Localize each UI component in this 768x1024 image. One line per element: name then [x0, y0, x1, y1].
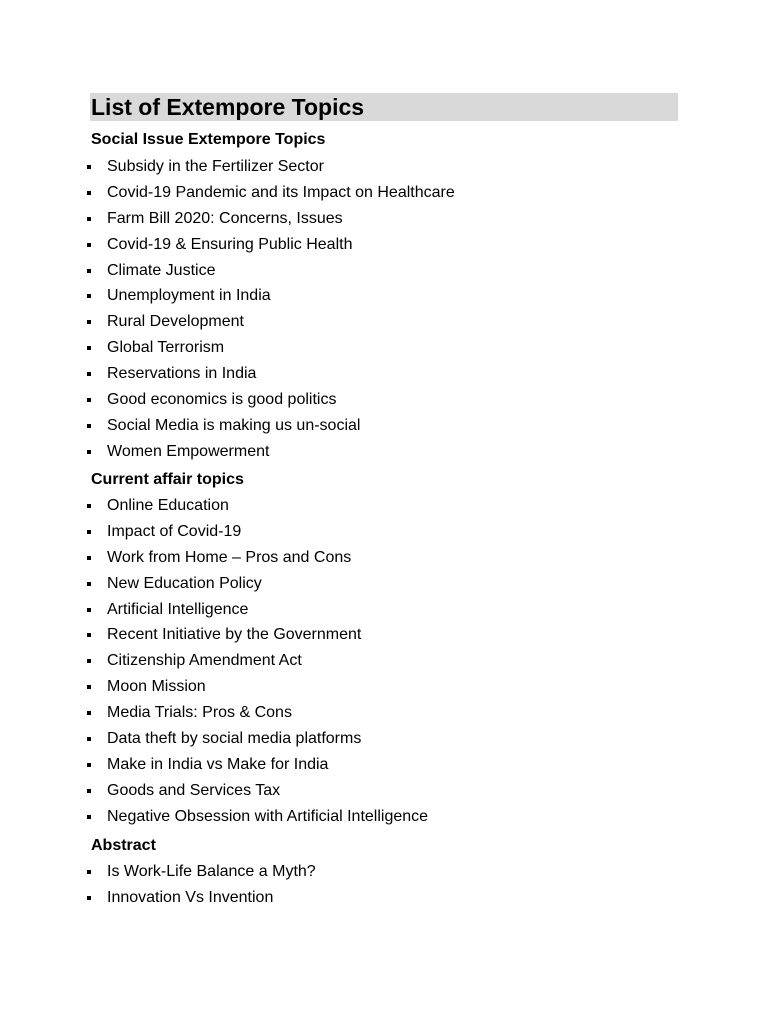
topic-text: Women Empowerment: [107, 442, 270, 460]
topic-text: Citizenship Amendment Act: [107, 652, 302, 670]
topic-text: Farm Bill 2020: Concerns, Issues: [107, 209, 343, 227]
square-bullet-icon: [87, 530, 91, 534]
topic-text: Recent Initiative by the Government: [107, 626, 362, 644]
topic-text: Media Trials: Pros & Cons: [107, 704, 292, 722]
square-bullet-icon: [87, 294, 91, 298]
topic-text: Reservations in India: [107, 365, 257, 383]
topic-text: Make in India vs Make for India: [107, 755, 329, 773]
topic-text: Covid-19 Pandemic and its Impact on Healthcare: [107, 183, 455, 201]
square-bullet-icon: [87, 711, 91, 715]
document-title: List of Extempore Topics: [90, 93, 678, 121]
topic-text: Impact of Covid-19: [107, 522, 242, 540]
square-bullet-icon: [87, 504, 91, 508]
square-bullet-icon: [87, 346, 91, 350]
topic-text: Artificial Intelligence: [107, 600, 249, 618]
square-bullet-icon: [87, 243, 91, 247]
square-bullet-icon: [87, 398, 91, 402]
square-bullet-icon: [87, 737, 91, 741]
topic-text: Work from Home – Pros and Cons: [107, 548, 352, 566]
square-bullet-icon: [87, 450, 91, 454]
square-bullet-icon: [87, 165, 91, 169]
square-bullet-icon: [87, 763, 91, 767]
square-bullet-icon: [87, 789, 91, 793]
topic-text: Rural Development: [107, 313, 244, 331]
topic-text: Subsidy in the Fertilizer Sector: [107, 158, 324, 175]
square-bullet-icon: [87, 320, 91, 324]
topic-text: Online Education: [107, 497, 229, 514]
topic-text: Is Work-Life Balance a Myth?: [107, 863, 316, 880]
square-bullet-icon: [87, 870, 91, 874]
topic-text: Data theft by social media platforms: [107, 730, 362, 748]
square-bullet-icon: [87, 269, 91, 273]
topic-text: Unemployment in India: [107, 287, 271, 305]
topic-text: Goods and Services Tax: [107, 781, 281, 799]
square-bullet-icon: [87, 608, 91, 612]
topic-text: Climate Justice: [107, 261, 216, 279]
square-bullet-icon: [87, 685, 91, 689]
topic-text: Moon Mission: [107, 678, 206, 696]
square-bullet-icon: [87, 191, 91, 195]
topic-text: New Education Policy: [107, 574, 262, 592]
topic-text: Negative Obsession with Artificial Intelligence: [107, 807, 429, 825]
topic-text: Social Media is making us un-social: [107, 416, 361, 434]
topic-text: Global Terrorism: [107, 339, 225, 357]
square-bullet-icon: [87, 582, 91, 586]
square-bullet-icon: [87, 217, 91, 221]
section-heading-abstract: Abstract: [91, 837, 156, 854]
square-bullet-icon: [87, 556, 91, 560]
section-heading-current-affairs: Current affair topics: [91, 471, 244, 488]
square-bullet-icon: [87, 372, 91, 376]
topic-text: Good economics is good politics: [107, 391, 337, 409]
square-bullet-icon: [87, 896, 91, 900]
square-bullet-icon: [87, 633, 91, 637]
topic-text: Covid-19 & Ensuring Public Health: [107, 235, 353, 253]
square-bullet-icon: [87, 815, 91, 819]
square-bullet-icon: [87, 659, 91, 663]
section-heading-social-issues: Social Issue Extempore Topics: [91, 131, 326, 148]
topic-text: Innovation Vs Invention: [107, 888, 274, 906]
square-bullet-icon: [87, 424, 91, 428]
